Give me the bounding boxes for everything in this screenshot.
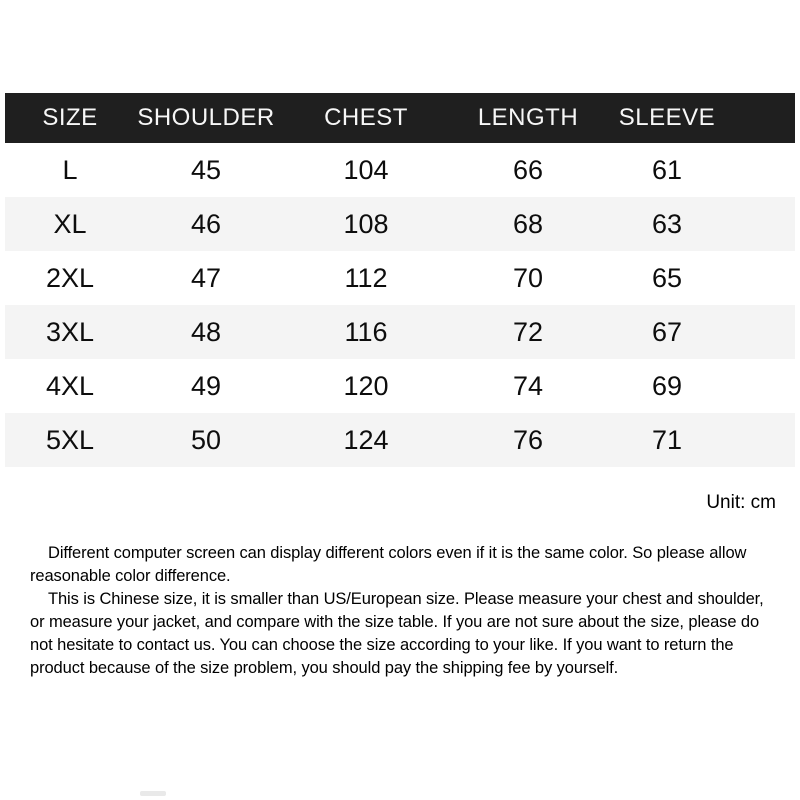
shoulder-value: 47 [190,262,222,293]
cutoff-watermark-smudge [140,791,166,796]
sleeve-value: 67 [601,305,795,359]
sleeve-value: 69 [651,370,683,401]
column-header-length: LENGTH [455,93,601,143]
column-header-sleeve: SLEEVE [601,93,795,143]
chest-value: 112 [344,262,388,293]
shoulder-value: 45 [190,154,222,185]
shoulder-value: 46 [135,197,277,251]
chest-value: 120 [343,370,389,401]
sleeve-value: 65 [651,262,683,293]
length-value: 68 [455,197,601,251]
table-row [5,197,795,251]
size-label: XL [5,197,135,251]
chest-value: 104 [343,154,389,185]
column-header-size: SIZE [5,93,135,143]
size-label: L [62,154,78,185]
column-header-chest: CHEST [277,93,455,143]
unit-note: Unit: cm [706,492,776,513]
table-header-row [5,93,795,143]
length-value: 74 [512,370,544,401]
length-value: 72 [455,305,601,359]
shoulder-value: 49 [190,370,222,401]
size-label: 5XL [5,413,135,467]
size-label: 2XL [45,262,95,293]
column-header-shoulder: SHOULDER [135,93,277,143]
size-label: 4XL [45,370,95,401]
color-disclaimer: Different computer screen can display different colors even if it is the same color. So please allow reasonable color difference. [30,544,747,585]
length-value: 76 [455,413,601,467]
size-disclaimer: This is Chinese size, it is smaller than US/European size. Please measure your chest and shoulder, or measure your jacket, and compare with the size table. If you are not sure about the size, please do not hesitate to contact us. You can choose the size according to your like. If you want to return the product because of the size problem, you should pay the shipping fee by yourself. [30,590,764,677]
sleeve-value: 71 [601,413,795,467]
table-row [5,413,795,467]
length-value: 70 [512,262,544,293]
length-value: 66 [512,154,544,185]
chest-value: 108 [277,197,455,251]
table-row [5,305,795,359]
table-row [5,359,795,413]
sleeve-value: 61 [651,154,683,185]
disclaimer-notes [30,542,777,680]
table-row [5,143,795,197]
sleeve-value: 63 [601,197,795,251]
chest-value: 116 [277,305,455,359]
shoulder-value: 48 [135,305,277,359]
size-label: 3XL [5,305,135,359]
chest-value: 124 [277,413,455,467]
table-row [5,251,795,305]
shoulder-value: 50 [135,413,277,467]
size-table [5,93,795,467]
